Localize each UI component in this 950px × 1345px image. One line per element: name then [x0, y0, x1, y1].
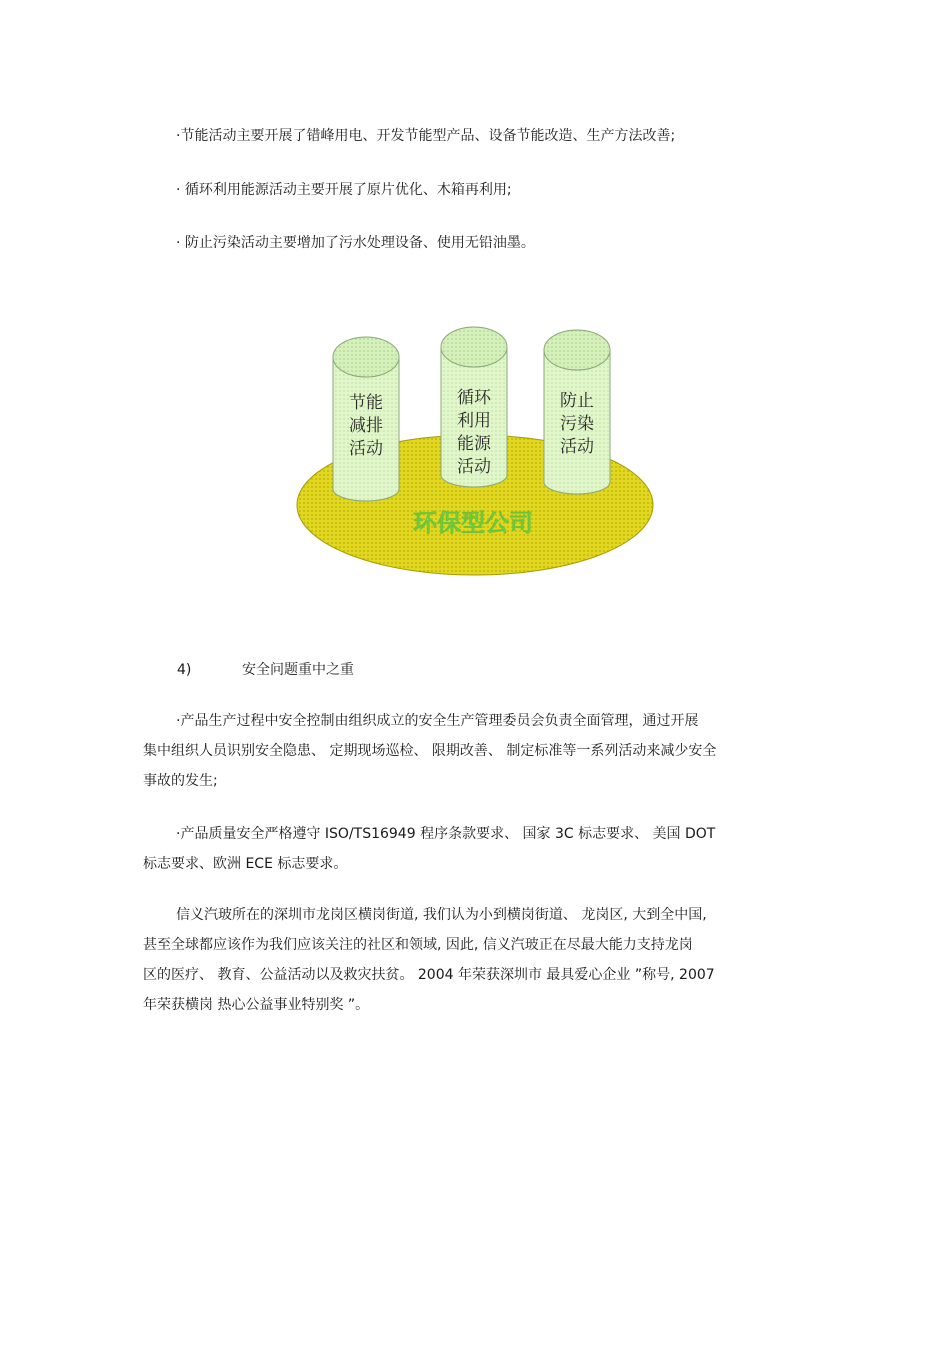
pillar-2-line-2: 利用	[457, 411, 491, 431]
paragraph-3-line-1: 信义汽玻所在的深圳市龙岗区横岗街道, 我们认为小到横岗街道、 龙岗区, 大到全中国,	[176, 907, 707, 923]
pillar-3-line-1: 防止	[560, 391, 594, 411]
pillar-3-line-3: 活动	[560, 437, 594, 457]
bullet-pollution-prevention: · 防止污染活动主要增加了污水处理设备、使用无铅油墨。	[176, 235, 535, 251]
paragraph-1-line-3: 事故的发生;	[143, 773, 218, 789]
pillar-2-line-3: 能源	[457, 434, 491, 454]
pillar-3-line-2: 污染	[560, 414, 594, 434]
paragraph-3-line-4: 年荣获横岗 热心公益事业特别奖 ”。	[143, 997, 370, 1013]
paragraph-3-line-2: 甚至全球都应该作为我们应该关注的社区和领域, 因此, 信义汽玻正在尽最大能力支持龙岗	[143, 937, 693, 953]
section-number: 4)	[177, 662, 192, 678]
bullet-recycling: · 循环利用能源活动主要开展了原片优化、木箱再利用;	[176, 182, 512, 198]
eco-company-diagram	[290, 325, 660, 580]
paragraph-1-line-1: ·产品生产过程中安全控制由组织成立的安全生产管理委员会负责全面管理，通过开展	[176, 713, 699, 729]
paragraph-2-line-1: ·产品质量安全严格遵守 ISO/TS16949 程序条款要求、 国家 3C 标志要求、 美国 DOT	[176, 826, 716, 842]
paragraph-3-line-3: 区的医疗、 教育、公益活动以及救灾扶贫。 2004 年荣获深圳市 最具爱心企业 ”称号, 2007	[143, 967, 715, 983]
base-label: 环保型公司	[413, 508, 533, 537]
pillar-1-line-1: 节能	[349, 393, 383, 413]
bullet-energy-saving: ·节能活动主要开展了错峰用电、开发节能型产品、设备节能改造、生产方法改善;	[176, 128, 676, 144]
pillar-1-line-2: 减排	[349, 416, 383, 436]
paragraph-1-line-2: 集中组织人员识别安全隐患、 定期现场巡检、 限期改善、 制定标准等一系列活动来减少安全	[143, 743, 717, 759]
section-title: 安全问题重中之重	[242, 662, 354, 678]
pillar-pollution-prevention	[544, 330, 610, 494]
pillar-2-line-4: 活动	[457, 457, 491, 477]
pillar-2-line-1: 循环	[457, 388, 491, 408]
paragraph-2-line-2: 标志要求、欧洲 ECE 标志要求。	[143, 856, 348, 872]
pillar-1-line-3: 活动	[349, 439, 383, 459]
